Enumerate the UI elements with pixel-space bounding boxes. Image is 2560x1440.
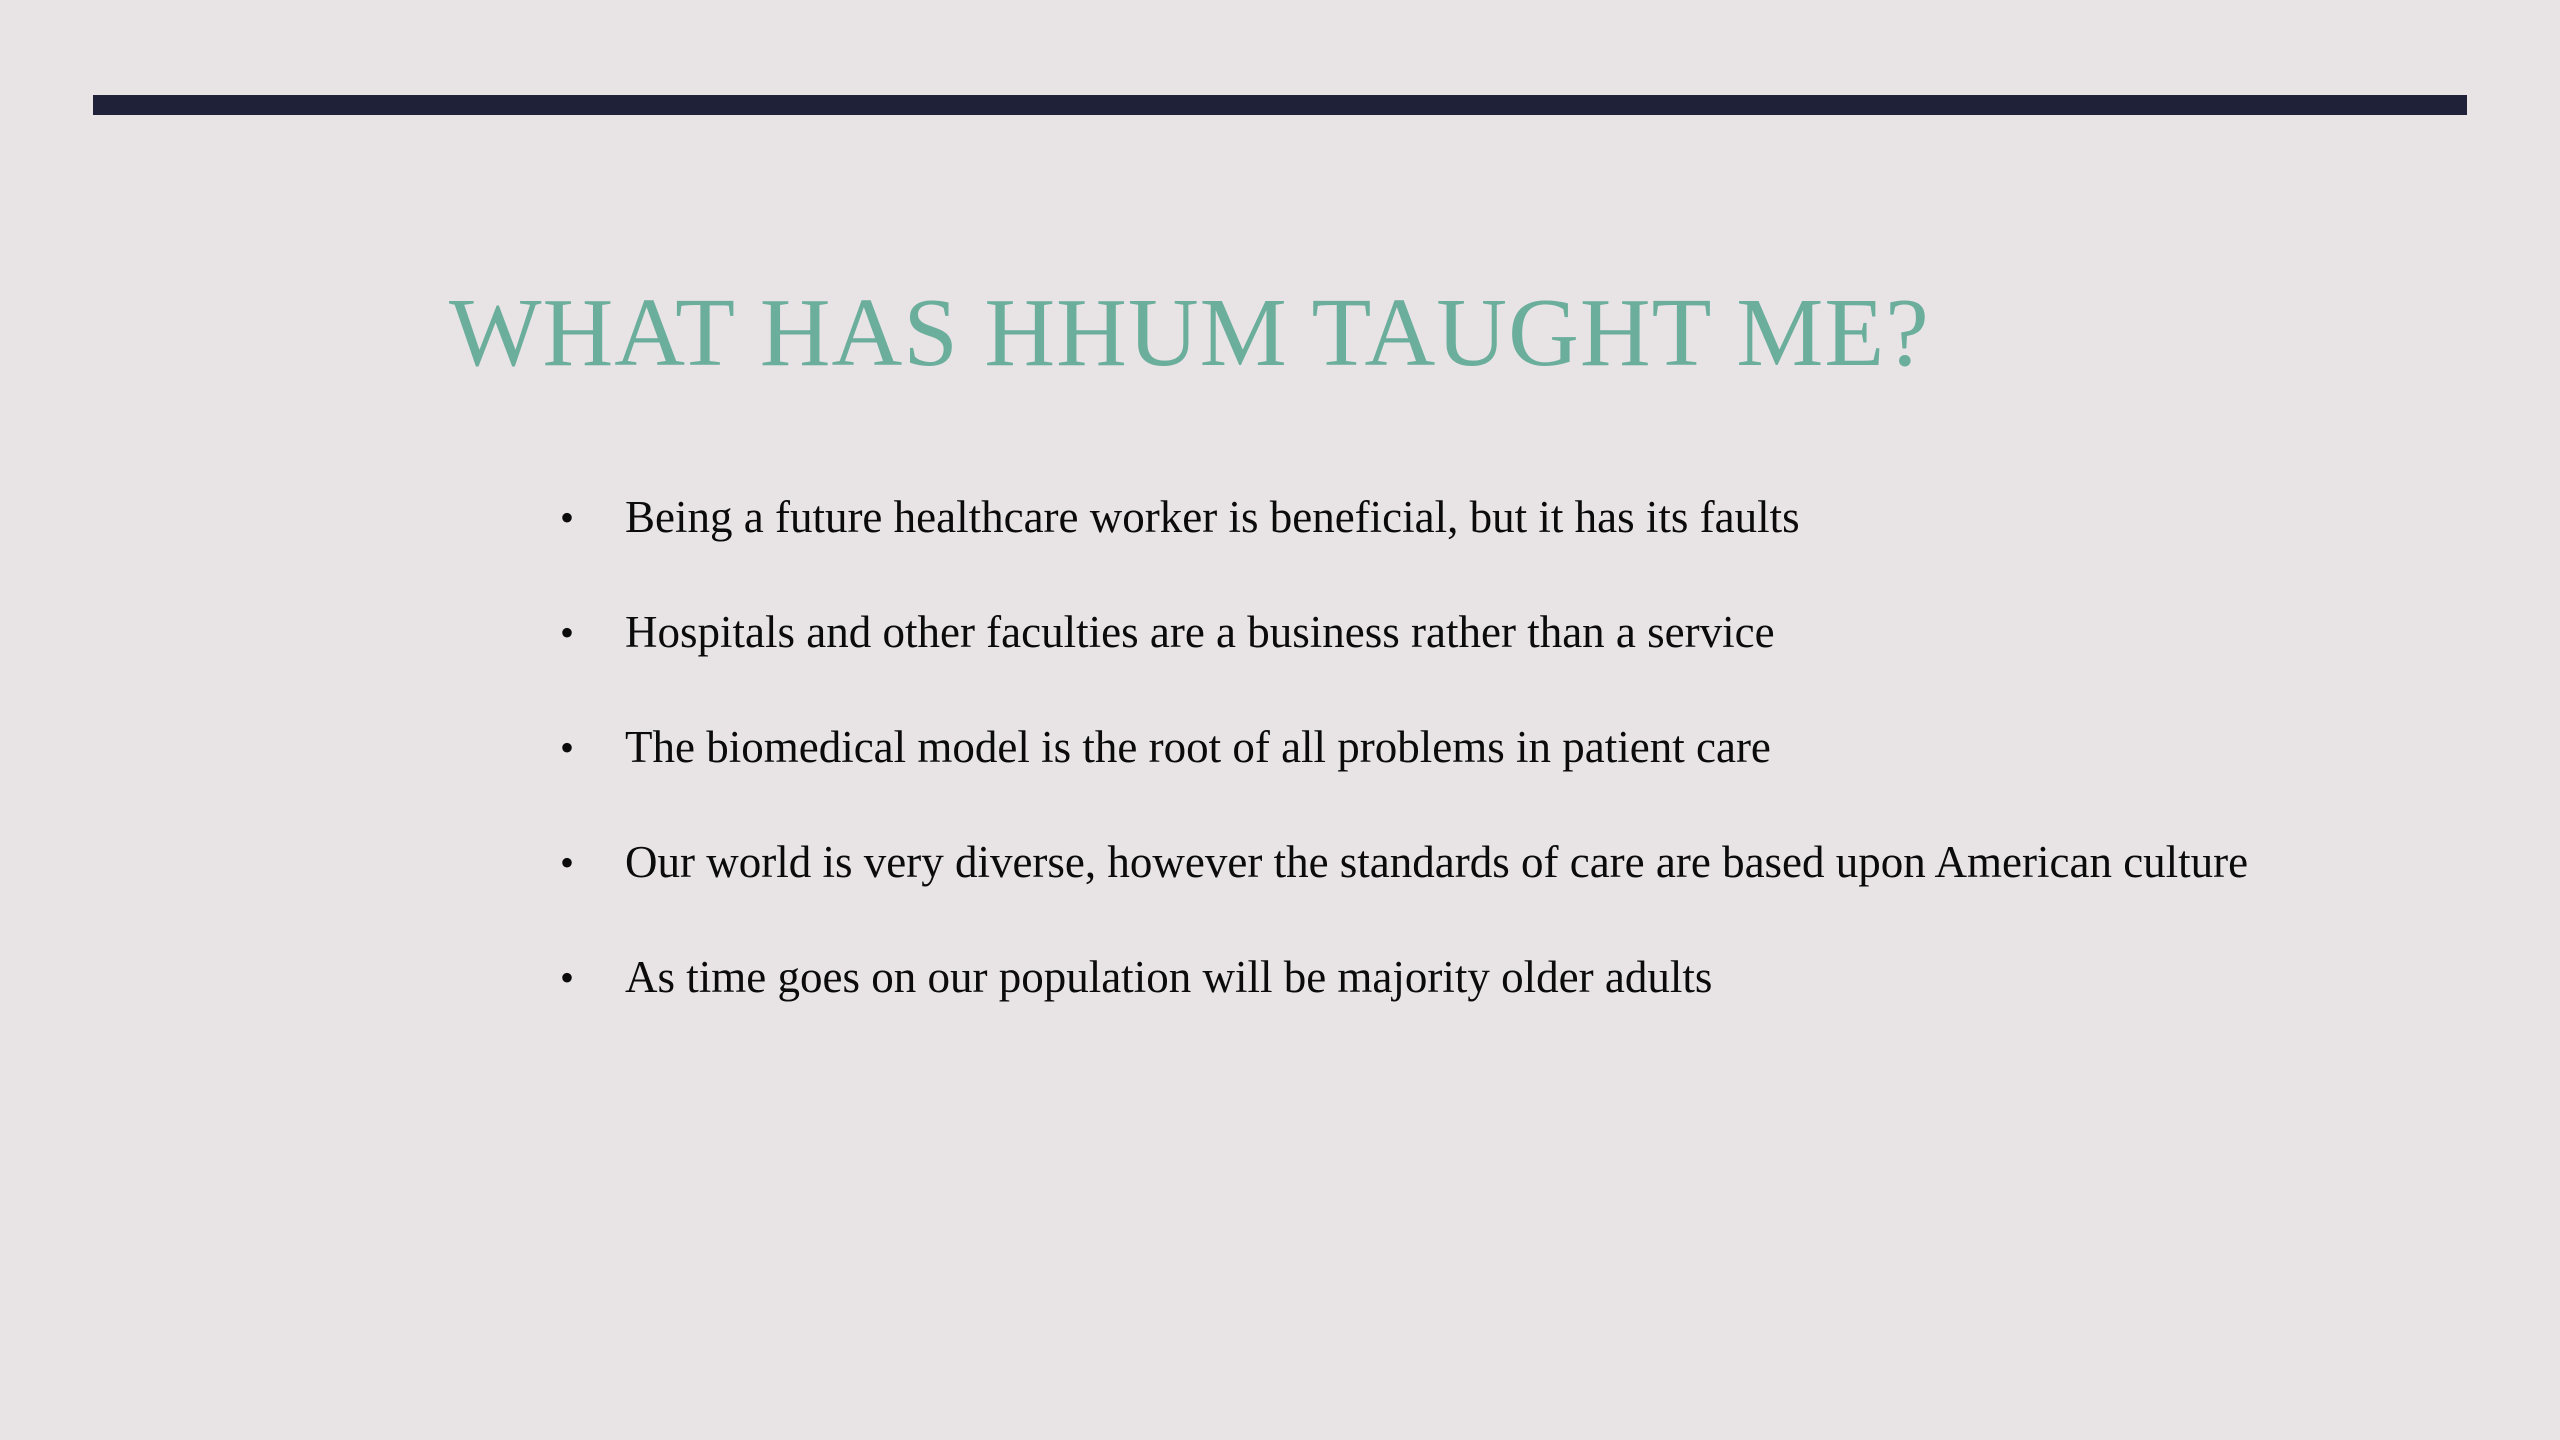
bullet-item [560,575,2280,690]
bullet-icon: • [560,610,575,655]
bullet-icon: • [560,840,575,885]
bullet-icon: • [560,955,575,1000]
bullet-list [560,460,2280,1035]
bullet-text: The biomedical model is the root of all problems in patient care [625,722,1771,772]
bullet-item [560,460,2280,575]
bullet-item [560,805,2280,920]
bullet-text: Hospitals and other faculties are a business rather than a service [625,607,1775,657]
bullet-text: Being a future healthcare worker is beneficial, but it has its faults [625,492,1800,542]
bullet-icon: • [560,495,575,540]
bullet-item [560,920,2280,1035]
slide-title: WHAT HAS HHUM TAUGHT ME? [449,279,1930,387]
top-accent-bar [93,95,2467,115]
bullet-text: As time goes on our population will be majority older adults [625,952,1713,1002]
bullet-text: Our world is very diverse, however the standards of care are based upon American culture [625,837,2249,887]
bullet-item [560,690,2280,805]
bullet-icon: • [560,725,575,770]
